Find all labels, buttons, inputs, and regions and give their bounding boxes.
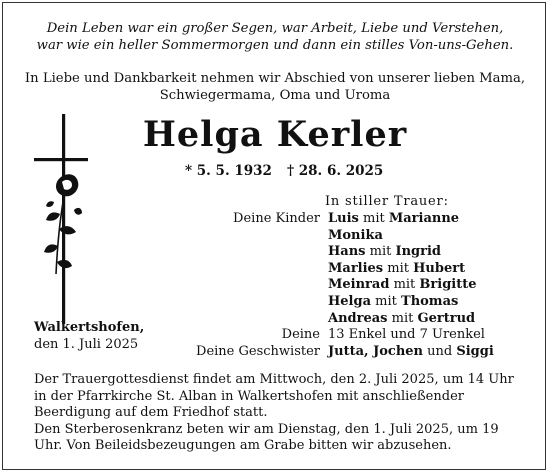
memorial-quote: [0, 20, 550, 54]
list-item: Helga mit Thomas: [328, 293, 459, 309]
list-item: Luis mit Marianne: [328, 211, 460, 226]
list-item: Hans mit Ingrid: [328, 244, 441, 260]
service-information: [34, 372, 524, 455]
place-and-date: [34, 320, 144, 353]
death-date: † 28. 6. 2025: [287, 163, 384, 179]
birth-date: * 5. 5. 1932: [185, 163, 272, 179]
mourning-heading: In stiller Trauer:: [325, 194, 449, 209]
intro-line-2: Schwiegermama, Oma und Uroma: [159, 88, 391, 103]
children-list: [328, 211, 494, 360]
service-paragraph-2: Den Sterberosenkranz beten wir am Dienstag, den 1. Juli 2025, um 19 Uhr. Von Beileidsbezeugungen am Grabe bitten wir abzusehen.: [34, 421, 499, 454]
siblings-label: Deine Geschwister: [196, 344, 320, 359]
deceased-name: Helga Kerler: [142, 114, 408, 155]
place-town: Walkertshofen,: [34, 320, 145, 335]
list-item: Meinrad mit Brigitte: [328, 277, 477, 293]
siblings-line: Jutta, Jochen und Siggi: [328, 343, 494, 359]
place-date: den 1. Juli 2025: [34, 336, 139, 352]
quote-line-1: Dein Leben war ein großer Segen, war Arbeit, Liebe und Verstehen,: [46, 21, 504, 36]
grandchildren-label: Deine: [281, 327, 320, 342]
list-item: Marlies mit Hubert: [328, 260, 466, 276]
farewell-intro: [0, 70, 550, 104]
intro-line-1: In Liebe und Dankbarkeit nehmen wir Abschied von unserer lieben Mama,: [24, 71, 526, 86]
list-item: Andreas mit Gertrud: [328, 310, 476, 326]
service-paragraph-1: Der Trauergottesdienst findet am Mittwoch, den 2. Juli 2025, um 14 Uhr in der Pfarrkirche St. Alban in Walkertshofen mit anschließender Beerdigung auf dem Friedhof statt.: [34, 372, 514, 421]
cross-with-rose-icon: [34, 114, 90, 324]
list-item: Monika: [328, 227, 383, 243]
children-label: Deine Kinder: [233, 211, 320, 226]
grandchildren-line: 13 Enkel und 7 Urenkel: [328, 327, 485, 343]
quote-line-2: war wie ein heller Sommermorgen und dann ein stilles Von-uns-Gehen.: [36, 38, 514, 53]
